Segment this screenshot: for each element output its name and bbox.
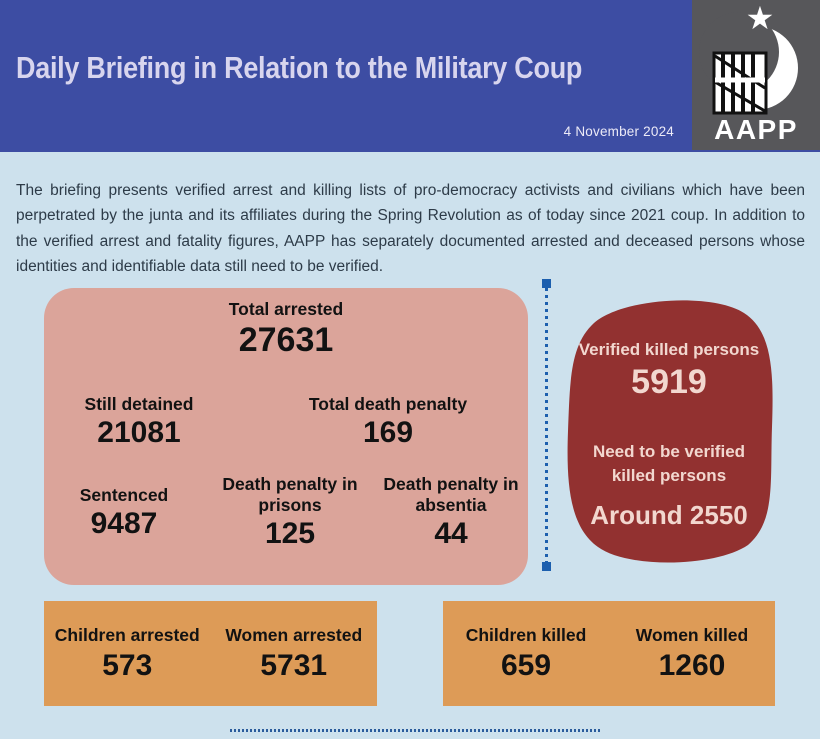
stat-death-penalty-prisons: [210, 458, 370, 568]
connector-dotted-line: [545, 288, 548, 562]
logo-text: AAPP: [714, 114, 798, 145]
briefing-date: 4 November 2024: [563, 124, 674, 139]
stat-label: Total arrested: [228, 299, 344, 319]
intro-paragraph: The briefing presents verified arrest and killing lists of pro-democracy activists and civilians which have been perpetrated by the junta and its affiliates during the Spring Revolution as of today since 2021 coup. In addition to the verified arrest and fatality figures, AAPP has separately documented arrested and deceased persons whose identities and identifiable data still need to be verified.: [16, 182, 805, 276]
stat-total-death-penalty: [288, 394, 488, 451]
stat-value: 5919: [631, 363, 707, 401]
stat-children-killed: [443, 624, 609, 684]
stat-label: Death penalty in prisons: [222, 474, 358, 515]
bottom-dotted-divider: [230, 729, 600, 732]
stat-value: 573: [102, 648, 153, 682]
stat-sentenced: [44, 458, 204, 568]
stat-value: 1260: [658, 648, 726, 682]
stat-value: 5731: [260, 648, 328, 682]
stat-value: 169: [362, 416, 414, 449]
killed-stats-panel: [558, 289, 780, 569]
stat-total-arrested: [44, 299, 528, 360]
stat-death-penalty-absentia: [371, 458, 531, 568]
stat-value: 44: [434, 517, 468, 550]
connector-bottom-square: [542, 562, 551, 571]
stat-label: Verified killed persons: [578, 340, 760, 359]
killed-breakdown-panel: [443, 601, 775, 706]
stat-label: Death penalty in absentia: [383, 474, 519, 515]
stat-value: Around 2550: [590, 500, 748, 530]
stat-label: Need to be verified killed persons: [592, 442, 746, 485]
stat-value: 659: [500, 648, 552, 682]
dotted-connector: [541, 279, 551, 571]
stat-label: Women arrested: [225, 624, 363, 645]
stat-label: Total death penalty: [308, 394, 468, 414]
stat-label: Sentenced: [79, 484, 169, 505]
arrest-breakdown-panel: [44, 601, 377, 706]
stat-still-detained: [44, 394, 234, 451]
stat-label: Women killed: [635, 624, 749, 645]
stat-value: 21081: [97, 416, 181, 449]
stat-value: 27631: [238, 321, 334, 359]
stat-women-killed: [609, 624, 775, 684]
killed-stats-content: [558, 289, 780, 569]
aapp-logo: [692, 0, 820, 150]
connector-top-square: [542, 279, 551, 288]
stat-label: Children killed: [465, 624, 587, 645]
stat-value: 9487: [90, 506, 158, 540]
stat-children-arrested: [44, 624, 211, 684]
stat-label: Children arrested: [54, 624, 200, 645]
stat-women-arrested: [211, 624, 378, 684]
star-icon: ★: [745, 0, 775, 37]
stat-value: 125: [264, 517, 316, 550]
header: [0, 0, 820, 152]
arrest-stats-panel: [44, 288, 528, 585]
prison-bars-icon: [714, 53, 766, 113]
stat-label: Still detained: [84, 394, 194, 414]
page-title: Daily Briefing in Relation to the Military Coup: [16, 50, 583, 85]
